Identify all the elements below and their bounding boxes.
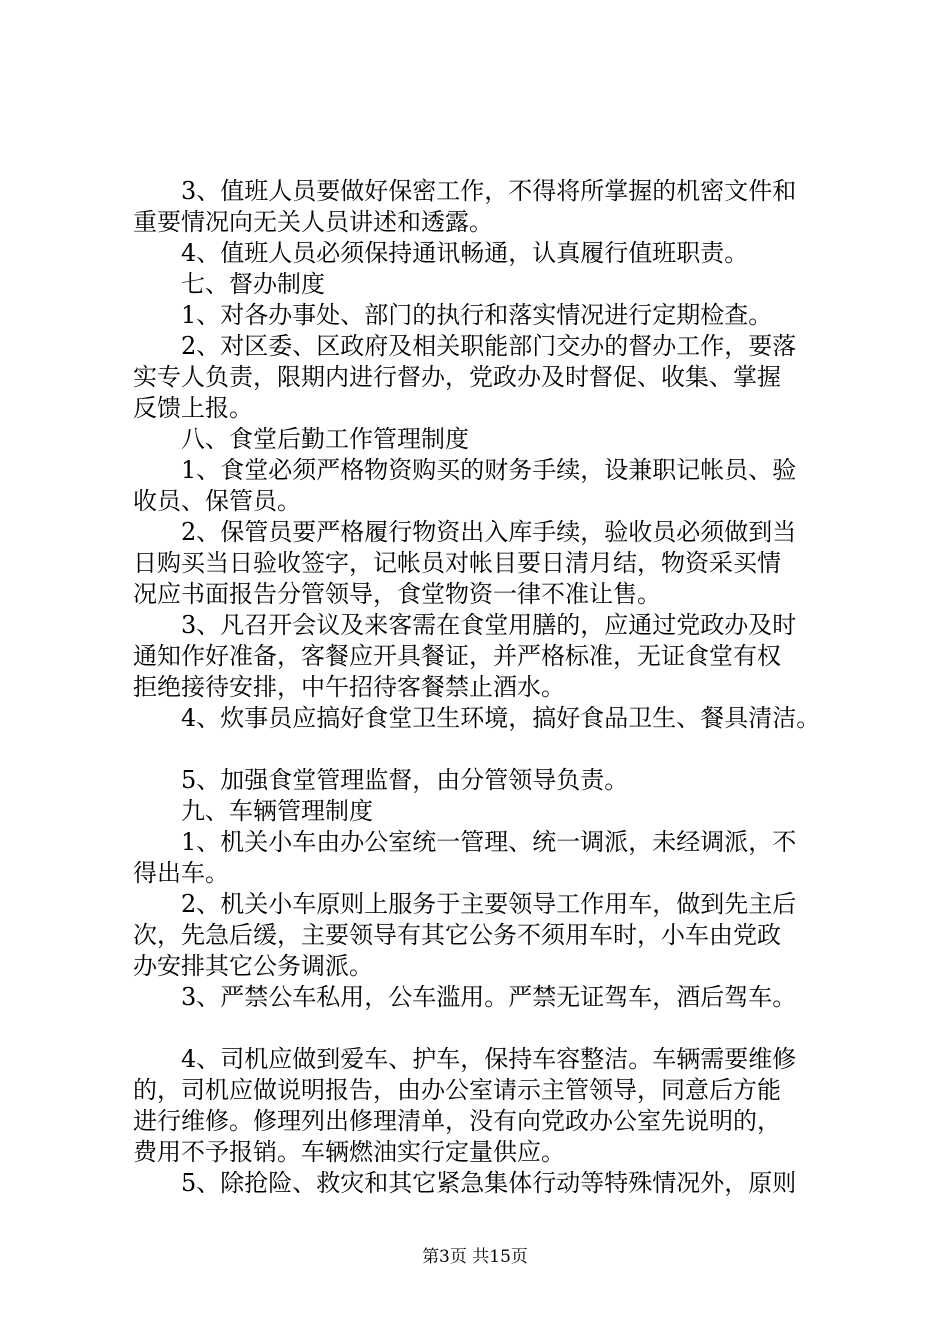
document-body xyxy=(133,176,833,1199)
text-line: 况应书面报告分管领导，食堂物资一律不准让售。 xyxy=(133,580,661,608)
text-line: 3、值班人员要做好保密工作，不得将所掌握的机密文件和 xyxy=(181,177,797,205)
text-line: 次，先急后缓，主要领导有其它公务不须用车时，小车由党政 xyxy=(133,921,781,949)
text-line: 3、凡召开会议及来客需在食堂用膳的，应通过党政办及时 xyxy=(181,611,797,639)
text-line: 4、司机应做到爱车、护车，保持车容整洁。车辆需要维修 xyxy=(181,1045,797,1073)
page-footer: 第3页 共15页 xyxy=(422,1247,528,1267)
text-line: 4、值班人员必须保持通讯畅通，认真履行值班职责。 xyxy=(181,239,749,267)
text-line: 日购买当日验收签字，记帐员对帐目要日清月结，物资采买情 xyxy=(133,549,781,577)
text-line: 实专人负责，限期内进行督办，党政办及时督促、收集、掌握 xyxy=(133,363,781,391)
text-line: 通知作好准备，客餐应开具餐证，并严格标准，无证食堂有权 xyxy=(133,642,781,670)
text-line: 重要情况向无关人员讲述和透露。 xyxy=(133,208,493,236)
text-line: 九、车辆管理制度 xyxy=(181,797,373,825)
text-line: 反馈上报。 xyxy=(133,394,253,422)
text-line: 5、加强食堂管理监督，由分管领导负责。 xyxy=(181,766,629,794)
text-line: 1、食堂必须严格物资购买的财务手续，设兼职记帐员、验 xyxy=(181,456,797,484)
text-line: 费用不予报销。车辆燃油实行定量供应。 xyxy=(133,1138,565,1166)
text-line: 七、督办制度 xyxy=(181,270,325,298)
text-line: 的，司机应做说明报告，由办公室请示主管领导，同意后方能 xyxy=(133,1076,781,1104)
text-line: 2、保管员要严格履行物资出入库手续，验收员必须做到当 xyxy=(181,518,797,546)
blank-line xyxy=(133,734,833,765)
text-line: 1、对各办事处、部门的执行和落实情况进行定期检查。 xyxy=(181,301,773,329)
text-line: 拒绝接待安排，中午招待客餐禁止酒水。 xyxy=(133,673,565,701)
text-line: 1、机关小车由办公室统一管理、统一调派，未经调派，不 xyxy=(181,828,797,856)
text-line: 得出车。 xyxy=(133,859,229,887)
text-line: 进行维修。修理列出修理清单，没有向党政办公室先说明的， xyxy=(133,1107,781,1135)
text-line: 收员、保管员。 xyxy=(133,487,301,515)
text-line: 2、机关小车原则上服务于主要领导工作用车，做到先主后 xyxy=(181,890,797,918)
text-line: 4、炊事员应搞好食堂卫生环境，搞好食品卫生、餐具清洁。 xyxy=(181,704,821,732)
text-line: 办安排其它公务调派。 xyxy=(133,952,373,980)
text-line: 3、严禁公车私用，公车滥用。严禁无证驾车，酒后驾车。 xyxy=(181,983,797,1011)
blank-line xyxy=(133,1013,833,1044)
text-line: 5、除抢险、救灾和其它紧急集体行动等特殊情况外，原则 xyxy=(181,1169,797,1197)
text-line: 八、食堂后勤工作管理制度 xyxy=(181,425,469,453)
text-line: 2、对区委、区政府及相关职能部门交办的督办工作，要落 xyxy=(181,332,797,360)
